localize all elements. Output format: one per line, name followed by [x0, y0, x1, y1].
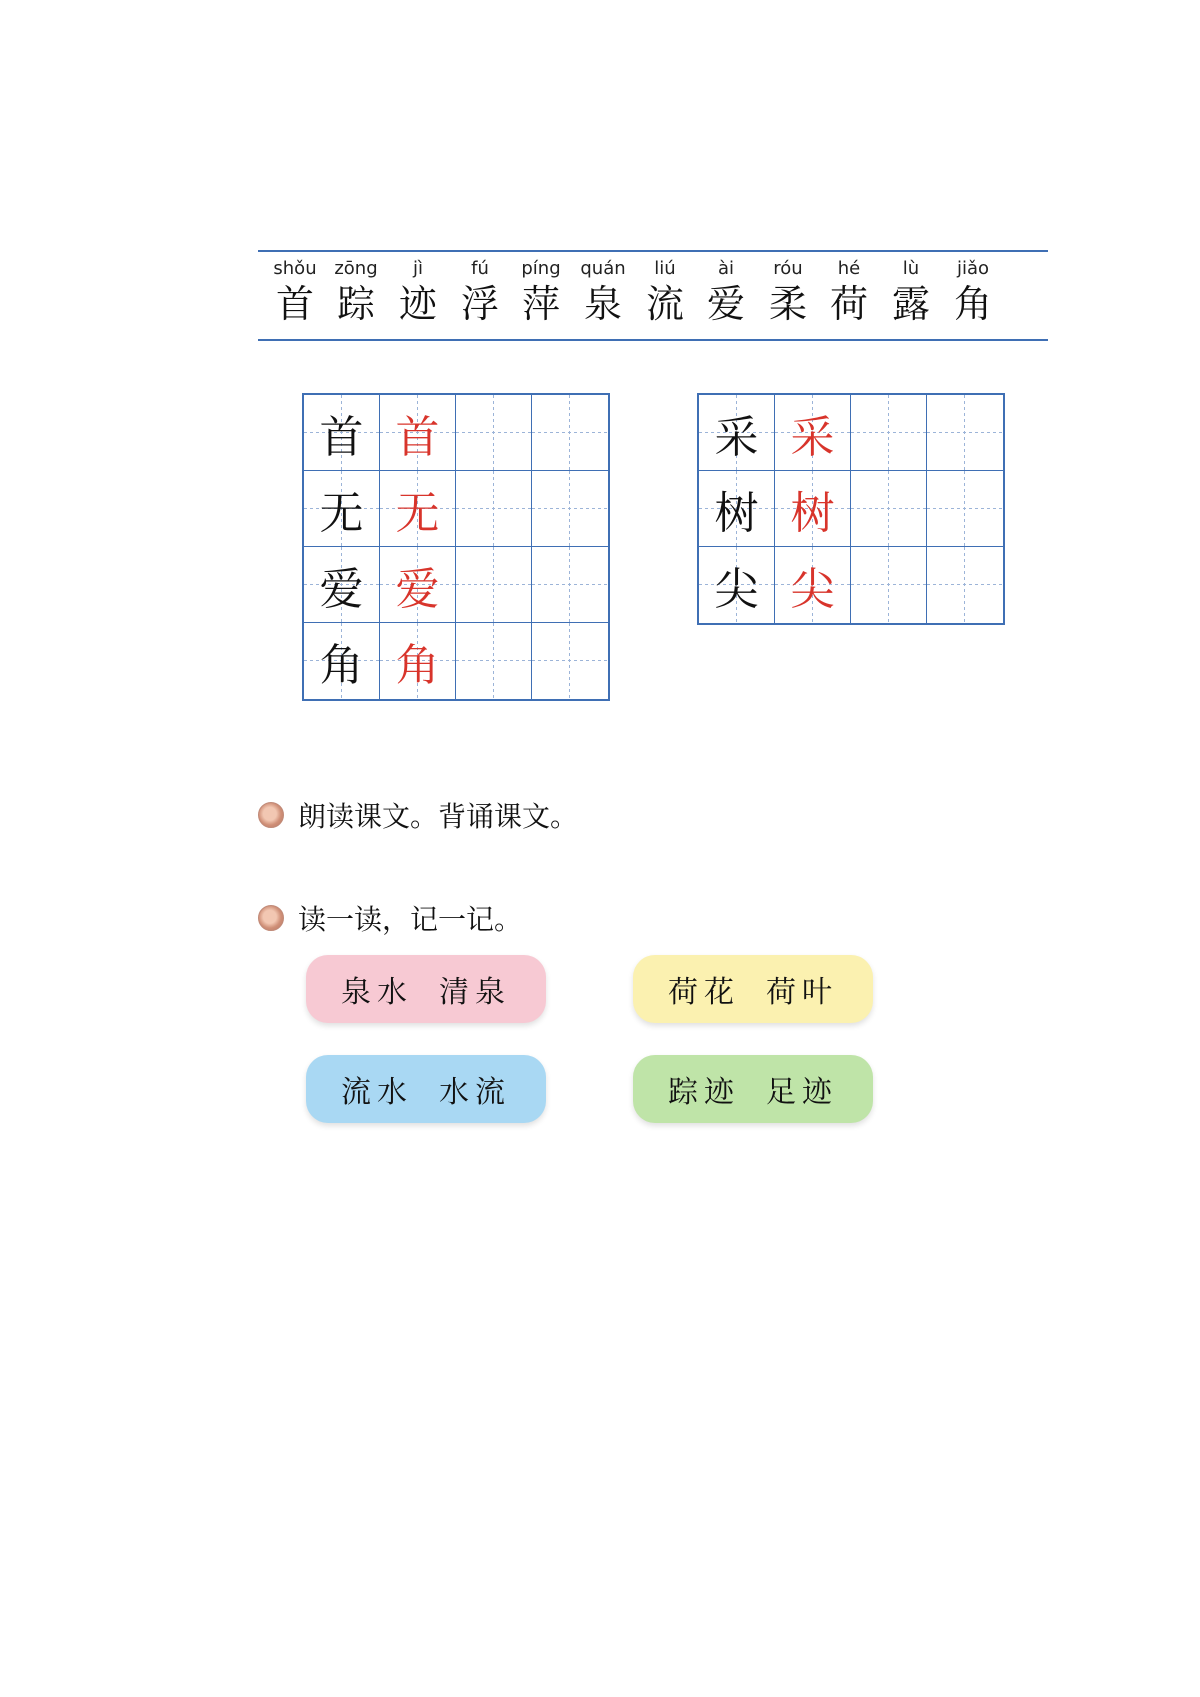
model-cell — [699, 547, 775, 623]
word-pill-green — [633, 1055, 873, 1123]
vocab-item — [449, 252, 511, 339]
grid-row — [699, 547, 1003, 623]
model-cell — [304, 471, 380, 547]
blank-writing-cell[interactable] — [456, 623, 532, 699]
word: 水流 — [439, 1075, 511, 1110]
trace-cell — [380, 547, 456, 623]
blank-writing-cell[interactable] — [927, 547, 1003, 623]
blank-writing-cell[interactable] — [456, 547, 532, 623]
vocab-pinyin: zōng — [334, 258, 378, 279]
trace-cell — [380, 471, 456, 547]
vocab-character: 荷 — [829, 282, 868, 326]
grid-row — [699, 395, 1003, 471]
blank-writing-cell[interactable] — [456, 395, 532, 471]
word: 足迹 — [766, 1075, 838, 1110]
exercise-read-remember — [258, 898, 522, 938]
model-cell — [304, 547, 380, 623]
grid-row — [699, 471, 1003, 547]
vocab-character: 迹 — [398, 282, 437, 326]
grid-row — [304, 395, 608, 471]
blank-writing-cell[interactable] — [851, 471, 927, 547]
trace-cell — [380, 395, 456, 471]
trace-cell — [775, 547, 851, 623]
model-character: 采 — [714, 411, 759, 463]
grid-row — [304, 623, 608, 699]
blank-writing-cell[interactable] — [532, 623, 608, 699]
vocab-pinyin: hé — [837, 258, 861, 279]
vocab-pinyin: liú — [654, 258, 676, 279]
vocab-item — [757, 252, 819, 339]
model-character: 尖 — [714, 564, 759, 615]
vocab-item — [695, 252, 757, 339]
vocab-character: 萍 — [521, 282, 560, 326]
model-cell — [699, 471, 775, 547]
trace-character: 首 — [395, 411, 440, 463]
vocab-item — [942, 252, 1004, 339]
word: 泉水 — [341, 975, 413, 1010]
vocab-item — [510, 252, 572, 339]
word-pill-yellow — [633, 955, 873, 1023]
blank-writing-cell[interactable] — [927, 471, 1003, 547]
vocab-character: 柔 — [768, 282, 807, 326]
model-character: 无 — [319, 487, 364, 539]
trace-character: 尖 — [790, 564, 835, 615]
model-cell — [699, 395, 775, 471]
blank-writing-cell[interactable] — [851, 395, 927, 471]
word: 流水 — [341, 1075, 413, 1110]
vocab-item — [634, 252, 696, 339]
exercise-read-recite — [258, 795, 578, 835]
trace-cell — [775, 471, 851, 547]
blank-writing-cell[interactable] — [532, 395, 608, 471]
vocab-item — [387, 252, 449, 339]
vocab-item — [264, 252, 326, 339]
model-cell — [304, 623, 380, 699]
exercise-badge-icon — [258, 905, 284, 931]
trace-cell — [380, 623, 456, 699]
vocab-pinyin: jiǎo — [956, 258, 990, 279]
vocab-character: 爱 — [706, 282, 745, 326]
trace-character: 树 — [790, 487, 835, 539]
blank-writing-cell[interactable] — [532, 547, 608, 623]
vocab-character: 踪 — [336, 282, 375, 326]
model-character: 首 — [319, 411, 364, 463]
vocab-item — [325, 252, 387, 339]
grid-row — [304, 471, 608, 547]
model-character: 爱 — [319, 563, 364, 615]
practice-grid-left — [302, 393, 610, 701]
trace-character: 角 — [395, 640, 440, 691]
blank-writing-cell[interactable] — [456, 471, 532, 547]
exercise-instruction: 读一读，记一记。 — [298, 903, 523, 936]
trace-cell — [775, 395, 851, 471]
blank-writing-cell[interactable] — [851, 547, 927, 623]
vocab-character: 角 — [953, 282, 992, 326]
vocab-pinyin: píng — [521, 258, 561, 279]
vocabulary-strip — [258, 250, 1048, 341]
vocab-pinyin: róu — [773, 258, 803, 279]
vocab-character: 流 — [645, 282, 684, 326]
exercise-instruction: 朗读课文。背诵课文。 — [298, 800, 579, 833]
vocab-pinyin: lù — [902, 258, 920, 279]
vocab-pinyin: quán — [580, 258, 626, 279]
trace-character: 爱 — [395, 563, 440, 615]
word: 荷叶 — [766, 975, 838, 1010]
blank-writing-cell[interactable] — [532, 471, 608, 547]
exercise-badge-icon — [258, 802, 284, 828]
vocab-character: 露 — [891, 282, 930, 326]
grid-row — [304, 547, 608, 623]
model-cell — [304, 395, 380, 471]
vocab-pinyin: jì — [412, 258, 423, 279]
vocab-item — [880, 252, 942, 339]
vocab-pinyin: ài — [717, 258, 735, 279]
vocab-pinyin: fú — [471, 258, 489, 279]
trace-character: 采 — [790, 411, 835, 463]
vocab-character: 首 — [275, 282, 314, 326]
word: 踪迹 — [668, 1075, 740, 1110]
practice-grid-right — [697, 393, 1005, 625]
vocab-character: 泉 — [583, 282, 622, 326]
model-character: 角 — [319, 640, 364, 691]
vocab-pinyin: shǒu — [273, 258, 317, 279]
model-character: 树 — [714, 487, 759, 539]
vocab-item — [572, 252, 634, 339]
word-pill-blue — [306, 1055, 546, 1123]
blank-writing-cell[interactable] — [927, 395, 1003, 471]
vocab-character: 浮 — [460, 282, 499, 326]
trace-character: 无 — [395, 487, 440, 539]
word: 清泉 — [439, 975, 511, 1010]
vocab-item — [818, 252, 880, 339]
word-pill-pink — [306, 955, 546, 1023]
word: 荷花 — [668, 975, 740, 1010]
